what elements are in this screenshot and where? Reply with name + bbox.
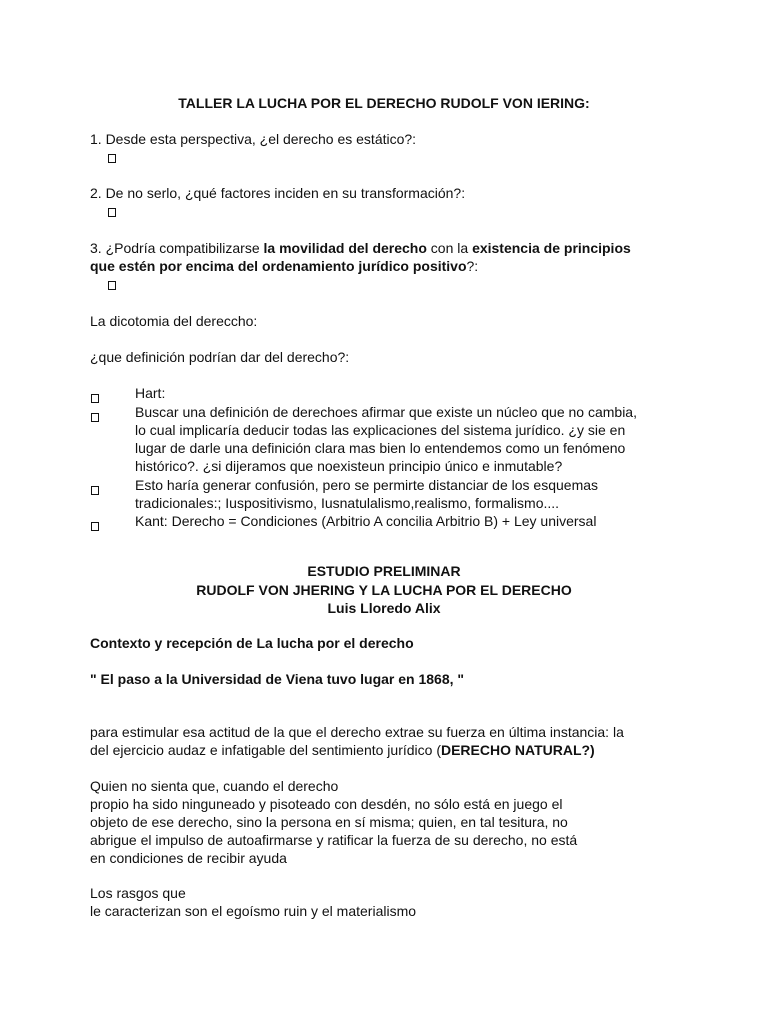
- checkbox-icon: [91, 480, 99, 498]
- list-item-text: Esto haría generar confusión, pero se permirte distanciar de los esquemas: [135, 477, 599, 493]
- question-3-text: ?:: [466, 258, 479, 274]
- context-heading: Contexto y recepción de La lucha por el derecho: [90, 635, 414, 651]
- section-author: Luis Lloredo Alix: [327, 600, 441, 616]
- paragraph: [90, 884, 690, 920]
- checkbox-icon: [108, 148, 116, 166]
- checkbox-icon: [91, 516, 99, 534]
- section-heading: RUDOLF VON JHERING Y LA LUCHA POR EL DERECHO: [196, 582, 572, 598]
- paragraph-line: abrigue el impulso de autoafirmarse y ratificar la fuerza de su derecho, no está: [90, 832, 578, 848]
- question-2: 2. De no serlo, ¿qué factores inciden en su transformación?:: [90, 185, 466, 201]
- quote-text: " El paso a la Universidad de Viena tuvo lugar en 1868, ": [90, 671, 465, 687]
- dicotomia-text: La dicotomia del dereccho:: [90, 313, 258, 329]
- section-heading: ESTUDIO PRELIMINAR: [307, 563, 461, 579]
- paragraph-line: Quien no sienta que, cuando el derecho: [90, 778, 339, 794]
- list-item-text: Hart:: [135, 385, 166, 401]
- checkbox-icon: [108, 275, 116, 293]
- question-3-text: 3. ¿Podría compatibilizarse: [90, 240, 264, 256]
- list-item-text: Buscar una definición de derechoes afirmar que existe un núcleo que no cambia,: [135, 404, 637, 420]
- paragraph-line: objeto de ese derecho, sino la persona en sí misma; quien, en tal tesitura, no: [90, 814, 568, 830]
- checkbox-icon: [91, 407, 99, 425]
- list-item-text: histórico?. ¿si dijeramos que noexisteun principio único e inmutable?: [135, 458, 563, 474]
- list-item-text: Kant: Derecho = Condiciones (Arbitrio A concilia Arbitrio B) + Ley universal: [135, 513, 597, 529]
- paragraph-line: para estimular esa actitud de la que el derecho extrae su fuerza en última instancia: la: [90, 724, 624, 740]
- question-3-bold: que estén por encima del ordenamiento jurídico positivo: [90, 258, 467, 274]
- paragraph: [90, 723, 690, 759]
- paragraph: [90, 777, 690, 867]
- list-item-text: lugar de darle una definición clara mas bien lo entendemos como un fenómeno: [135, 440, 626, 456]
- paragraph-line: en condiciones de recibir ayuda: [90, 850, 287, 866]
- question-3-bold: existencia de principios: [472, 240, 631, 256]
- question-3: [90, 239, 690, 275]
- question-3-text: con la: [426, 240, 473, 256]
- paragraph-line: del ejercicio audaz e infatigable del sentimiento jurídico (: [90, 742, 441, 758]
- paragraph-line: Los rasgos que: [90, 885, 186, 901]
- paragraph-line: propio ha sido ninguneado y pisoteado con desdén, no sólo está en juego el: [90, 796, 563, 812]
- definition-question: ¿que definición podrían dar del derecho?:: [90, 349, 350, 365]
- list-item-text: lo cual implicaría deducir todas las explicaciones del sistema jurídico. ¿y sie en: [135, 422, 626, 438]
- question-1: 1. Desde esta perspectiva, ¿el derecho es estático?:: [90, 131, 417, 147]
- checkbox-icon: [91, 388, 99, 406]
- paragraph-line: le caracterizan son el egoísmo ruin y el materialismo: [90, 903, 417, 919]
- checkbox-icon: [108, 202, 116, 220]
- list-item-text: tradicionales:; Iuspositivismo, Iusnatulalismo,realismo, formalismo....: [135, 495, 560, 511]
- paragraph-bold: DERECHO NATURAL?): [440, 742, 595, 758]
- question-3-bold: la movilidad del derecho: [263, 240, 427, 256]
- document-title: TALLER LA LUCHA POR EL DERECHO RUDOLF VON IERING:: [178, 95, 590, 111]
